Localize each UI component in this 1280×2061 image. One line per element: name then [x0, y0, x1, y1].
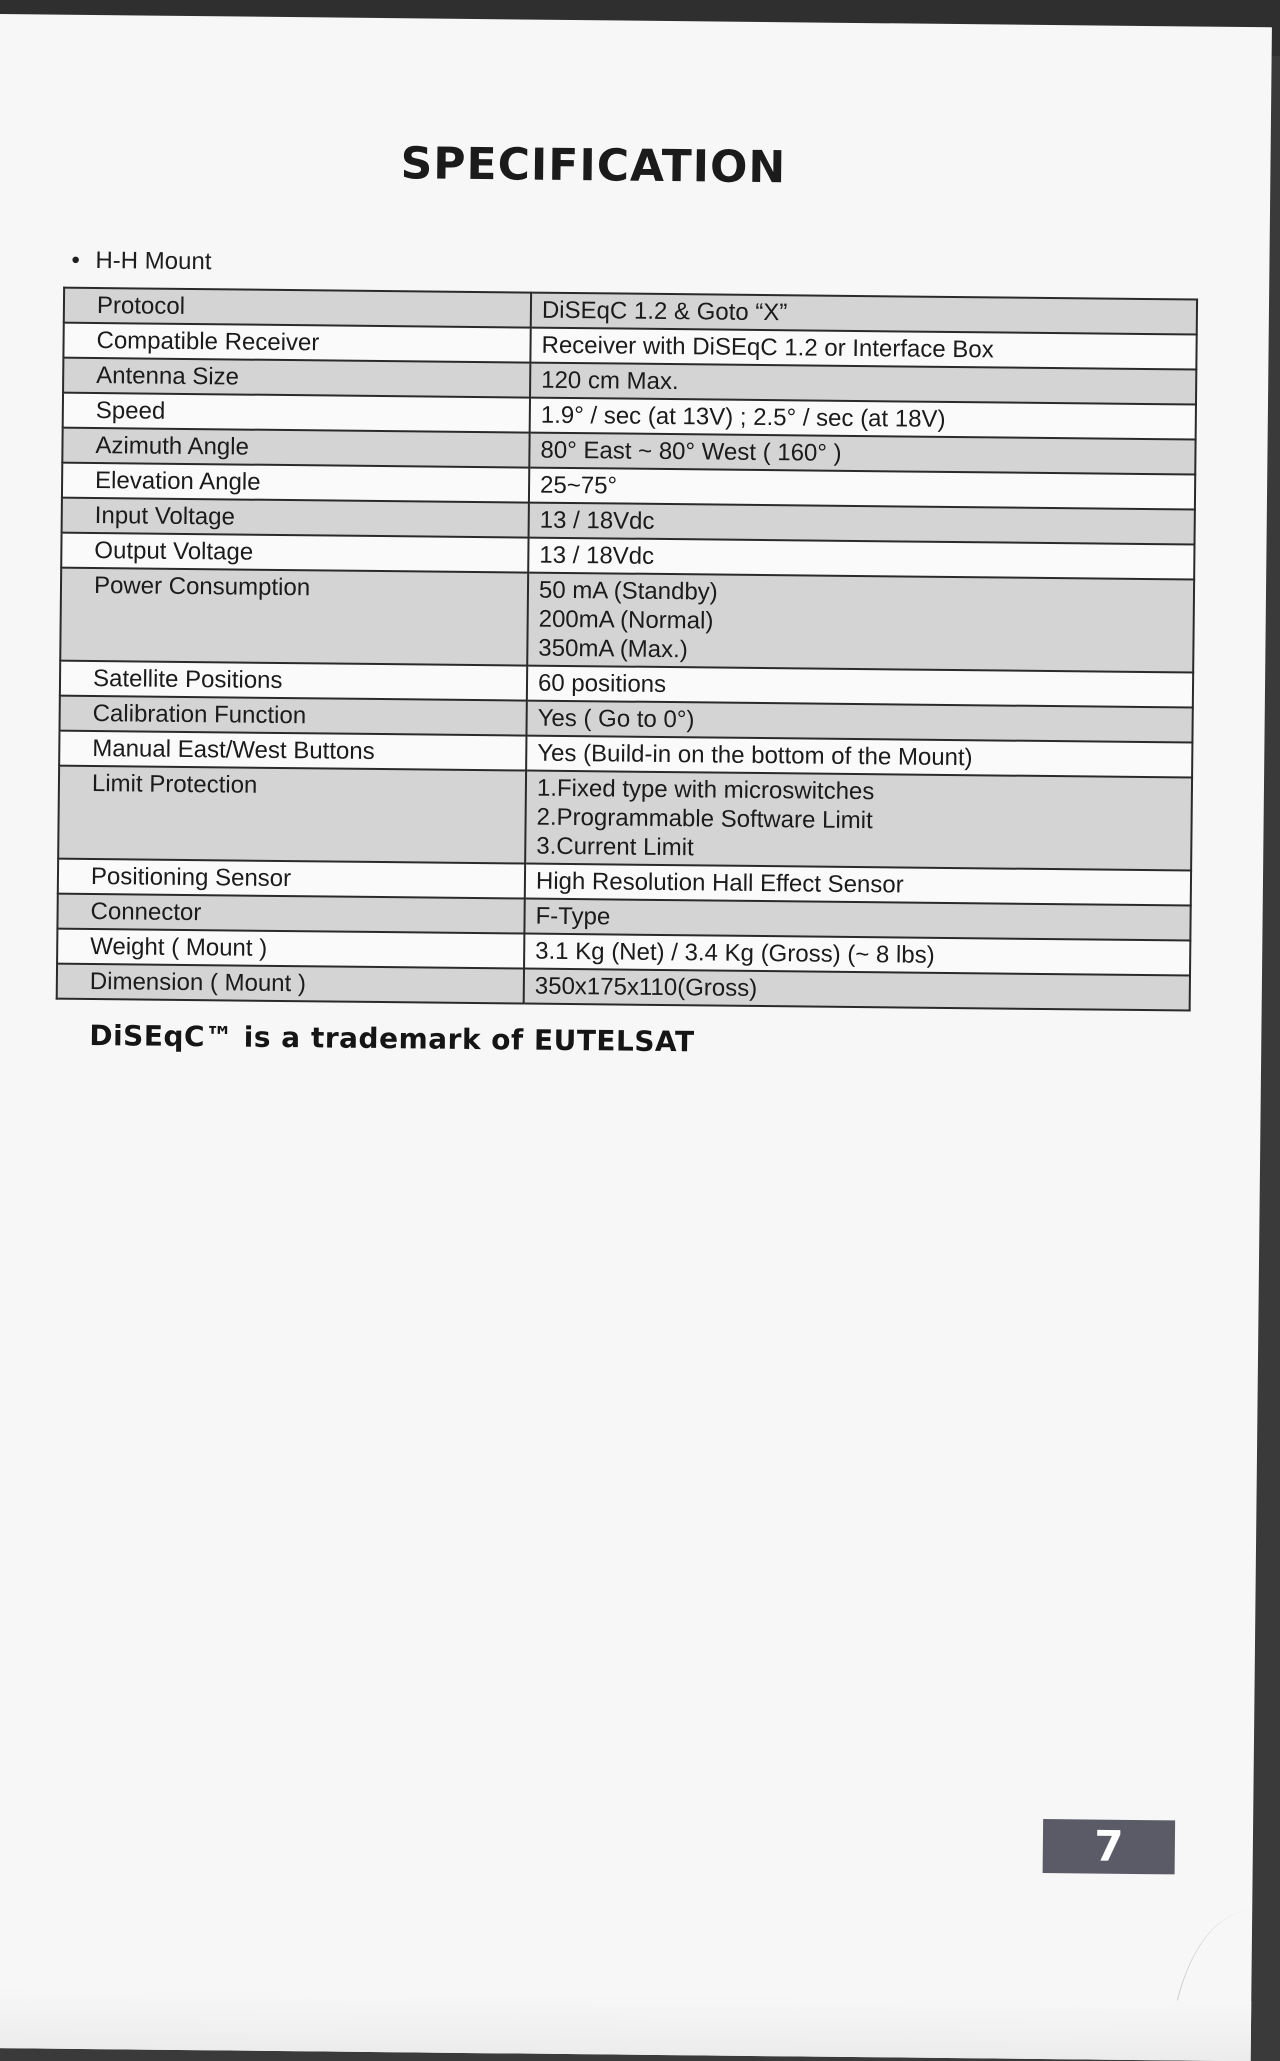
- spec-key: Calibration Function: [59, 696, 526, 736]
- spec-value-line: Yes (Build-in on the bottom of the Mount): [537, 739, 973, 772]
- section-heading: [71, 247, 211, 276]
- spec-key: Connector: [57, 894, 524, 934]
- spec-value-line: Yes ( Go to 0°): [537, 704, 695, 734]
- spec-value-line: 2.Programmable Software Limit: [536, 803, 873, 835]
- spec-key: Power Consumption: [60, 568, 528, 666]
- page-corner-curl: [1170, 1910, 1253, 2061]
- spec-key: Positioning Sensor: [58, 859, 525, 899]
- table-row: [58, 766, 1192, 871]
- spec-key: Output Voltage: [61, 533, 528, 573]
- page-number: 7: [1043, 1819, 1176, 1874]
- spec-value-line: 350mA (Max.): [538, 634, 688, 664]
- spec-value-line: 1.9° / sec (at 13V) ; 2.5° / sec (at 18V): [540, 401, 946, 433]
- spec-key: Limit Protection: [58, 766, 526, 864]
- spec-key: Protocol: [64, 288, 531, 328]
- spec-key: Input Voltage: [62, 498, 529, 538]
- spec-key: Manual East/West Buttons: [59, 731, 526, 771]
- trademark-note: DiSEqC™ is a trademark of EUTELSAT: [89, 1018, 695, 1059]
- spec-value-line: F-Type: [535, 902, 611, 931]
- spec-key: Azimuth Angle: [62, 428, 529, 468]
- spec-value-line: 200mA (Normal): [538, 605, 714, 635]
- specification-table-body: [57, 288, 1197, 1011]
- spec-value-line: 13 / 18Vdc: [539, 541, 655, 570]
- bullet-icon: •: [71, 246, 80, 274]
- spec-value-line: 120 cm Max.: [541, 366, 679, 396]
- specification-table: [56, 287, 1198, 1012]
- spec-value-line: Receiver with DiSEqC 1.2 or Interface Box: [541, 331, 994, 364]
- spec-value: [527, 573, 1194, 673]
- section-label: H-H Mount: [95, 247, 212, 276]
- spec-key: Speed: [63, 393, 530, 433]
- spec-key: Weight ( Mount ): [57, 929, 524, 969]
- spec-key: Compatible Receiver: [63, 323, 530, 363]
- spec-value: [525, 771, 1192, 871]
- spec-value-line: High Resolution Hall Effect Sensor: [535, 867, 904, 899]
- spec-value-line: 13 / 18Vdc: [539, 506, 655, 535]
- spec-key: Elevation Angle: [62, 463, 529, 503]
- spec-value-line: 1.Fixed type with microswitches: [536, 774, 875, 806]
- spec-value-line: 60 positions: [537, 669, 667, 699]
- spec-value-line: 25~75°: [539, 471, 618, 500]
- spec-value: [524, 969, 1190, 1011]
- spec-key: Dimension ( Mount ): [57, 964, 524, 1004]
- spec-value-line: 350x175x110(Gross): [534, 972, 758, 1002]
- document-page: [0, 14, 1272, 2061]
- spec-value-line: 3.1 Kg (Net) / 3.4 Kg (Gross) (~ 8 lbs): [535, 937, 935, 969]
- spec-value-line: 80° East ~ 80° West ( 160° ): [540, 436, 842, 467]
- spec-value-line: 3.Current Limit: [536, 832, 694, 862]
- spec-value-line: DiSEqC 1.2 & Goto “X”: [541, 296, 788, 327]
- spec-value-line: 50 mA (Standby): [538, 576, 718, 606]
- page-title: SPECIFICATION: [400, 138, 787, 194]
- spec-key: Satellite Positions: [60, 661, 527, 701]
- spec-key: Antenna Size: [63, 358, 530, 398]
- table-row: [60, 568, 1194, 673]
